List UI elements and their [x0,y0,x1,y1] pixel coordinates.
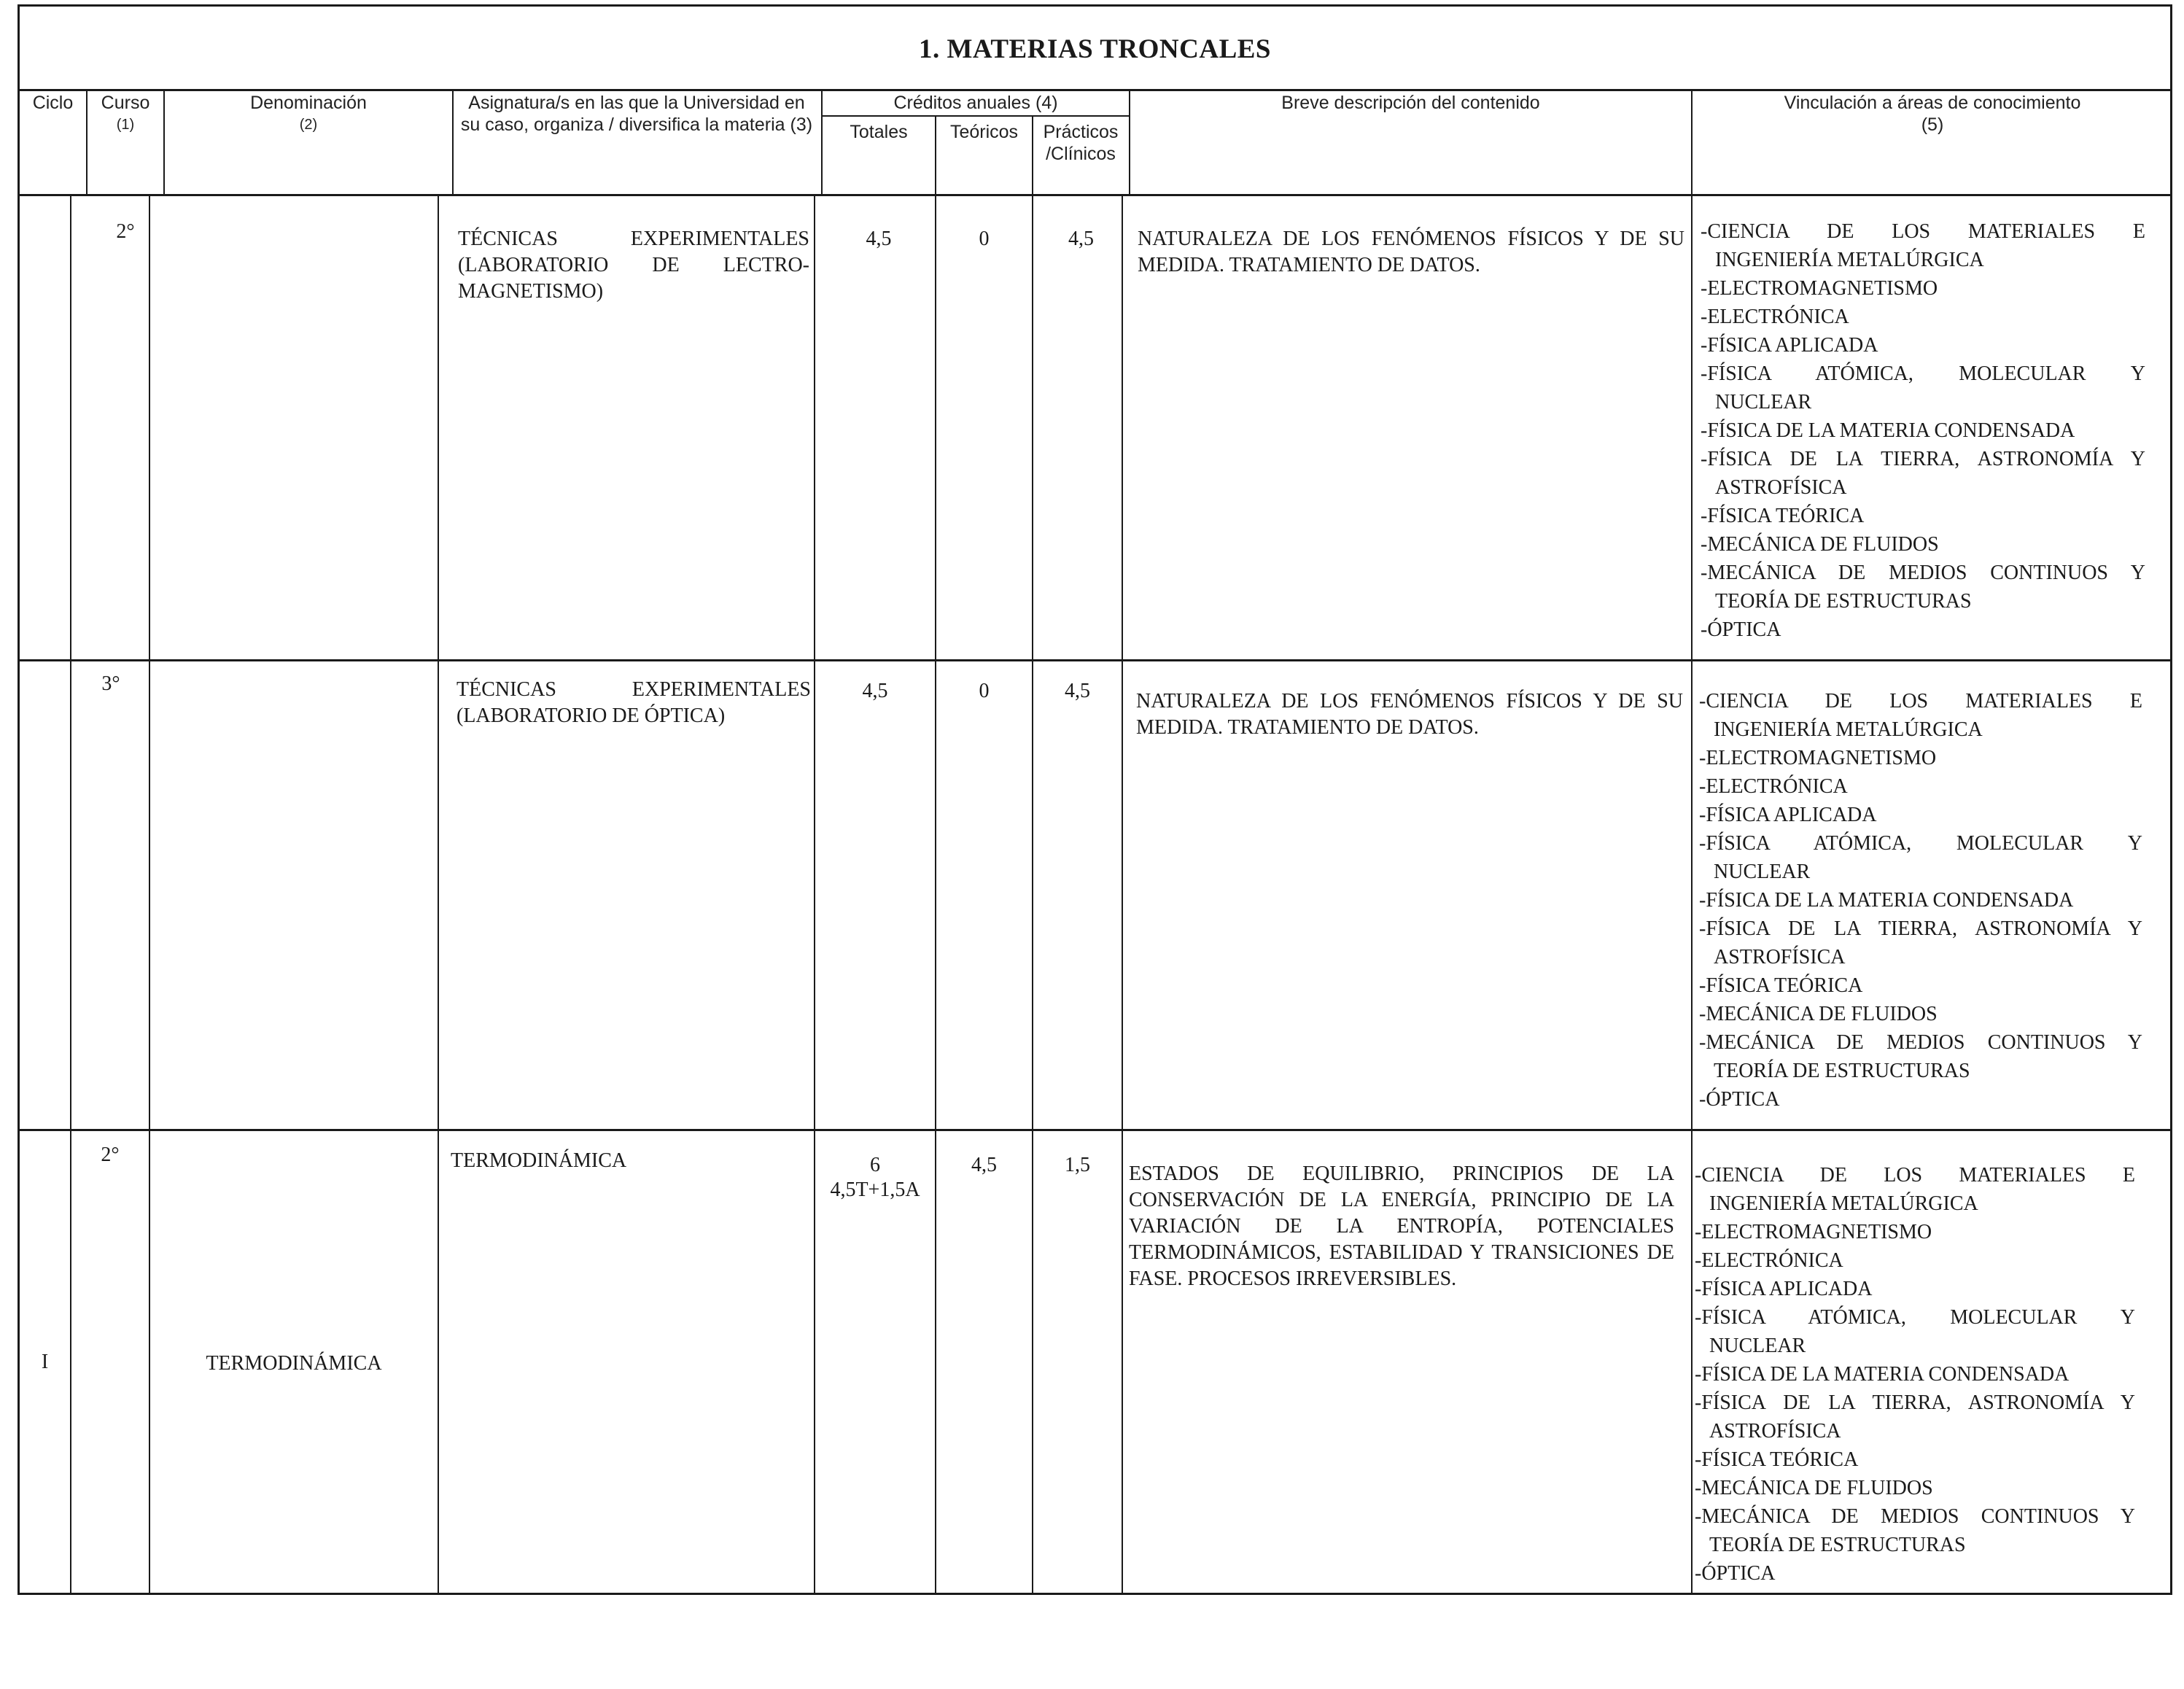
area-label: -CIENCIA DE LOS MATERIALES E [1699,690,2142,713]
area-item [1701,530,2145,559]
area-label: -FÍSICA TEÓRICA [1699,974,1863,997]
rule [1691,195,1693,1594]
area-label: -MECÁNICA DE MEDIOS CONTINUOS Y [1699,1031,2142,1054]
area-label: -FÍSICA TEÓRICA [1695,1448,1859,1471]
area-label-continuation: TEORÍA DE ESTRUCTURAS [1715,590,1972,613]
area-label-continuation: TEORÍA DE ESTRUCTURAS [1709,1534,1966,1556]
header-ciclo: Ciclo [32,93,74,113]
header-curso: Curso [101,93,150,113]
area-item [1695,1389,2135,1445]
area-label: -FÍSICA ATÓMICA, MOLECULAR Y [1701,362,2145,385]
area-label: -ELECTRÓNICA [1701,306,1849,328]
area-item [1699,744,2142,772]
rule [18,1129,2172,1131]
area-item [1699,801,2142,829]
area-item [1695,1275,2135,1303]
row3-totales: 6 [870,1154,880,1176]
area-label-continuation: ASTROFÍSICA [1715,476,1847,499]
area-label: -FÍSICA DE LA MATERIA CONDENSADA [1701,419,2075,442]
area-label-continuation: NUCLEAR [1709,1335,1806,1357]
area-item [1695,1246,2135,1275]
area-label: -MECÁNICA DE MEDIOS CONTINUOS Y [1695,1505,2135,1528]
area-label: -FÍSICA APLICADA [1701,334,1878,357]
page-title: 1. MATERIAS TRONCALES [918,34,1272,64]
rule [452,89,454,195]
row3-ciclo: I [41,1351,49,1373]
area-label: -ELECTROMAGNETISMO [1701,277,1938,300]
area-label: -FÍSICA DE LA MATERIA CONDENSADA [1699,889,2074,912]
area-item [1699,1000,2142,1028]
area-item [1699,687,2142,744]
area-item [1701,616,2145,644]
area-label: -CIENCIA DE LOS MATERIALES E [1701,220,2145,243]
area-item [1695,1502,2135,1559]
area-label: -FÍSICA APLICADA [1699,804,1877,826]
row3-teoricos: 4,5 [971,1154,997,1176]
row3-areas-list [1695,1161,2135,1588]
row2-descripcion: NATURALEZA DE LOS FENÓMENOS FÍSICOS Y DE SU MEDIDA. TRATAMIENTO DE DATOS. [1136,690,1683,739]
area-label: -MECÁNICA DE FLUIDOS [1701,533,1939,556]
area-label: -ELECTROMAGNETISMO [1699,747,1937,769]
row3-totales-detail: 4,5T+1,5A [830,1179,920,1201]
area-label: -FÍSICA DE LA MATERIA CONDENSADA [1695,1363,2070,1386]
area-label: -ELECTRÓNICA [1699,775,1848,798]
row1-areas-list [1701,217,2145,644]
area-label-continuation: NUCLEAR [1715,391,1812,413]
area-label-continuation: ASTROFÍSICA [1714,946,1846,968]
area-item [1699,1085,2142,1114]
rule [18,195,20,1594]
rule [18,89,2172,91]
row3-descripcion: ESTADOS DE EQUILIBRIO, PRINCIPIOS DE LA CONSERVACIÓN DE LA ENERGÍA, PRINCIPIO DE LA VARIACIÓN DE LA ENTROPÍA, POTENCIALES TERMODINÁMICOS, ESTABILIDAD Y TRANSICIONES DE FASE. PROCESOS IRREVERSIBLES. [1129,1162,1674,1290]
area-label: -CIENCIA DE LOS MATERIALES E [1695,1164,2135,1187]
rule [18,659,2172,661]
area-label: -MECÁNICA DE FLUIDOS [1695,1477,1933,1499]
area-label: -ÓPTICA [1701,618,1781,641]
area-item [1695,1474,2135,1502]
rule [814,195,815,1594]
area-item [1695,1445,2135,1474]
area-label-continuation: INGENIERÍA METALÚRGICA [1709,1192,1978,1215]
rule [1032,115,1033,195]
row2-teoricos: 0 [979,680,990,702]
row1-asignatura: TÉCNICAS EXPERIMENTALES (LABORATORIO DE LECTRO-MAGNETISMO) [458,228,809,303]
area-label-continuation: TEORÍA DE ESTRUCTURAS [1714,1060,1970,1082]
area-item [1701,559,2145,616]
row2-areas-list [1699,687,2142,1114]
rule [18,4,2172,7]
area-item [1699,886,2142,915]
header-vinculacion: Vinculación a áreas de conocimiento (5) [1784,93,2081,135]
rule [1122,195,1123,1594]
area-label: -FÍSICA DE LA TIERRA, ASTRONOMÍA Y [1695,1391,2135,1414]
rule [438,195,439,1594]
row3-asignatura: TERMODINÁMICA [451,1149,627,1172]
header-teoricos: Teóricos [949,122,1019,142]
header-descripcion: Breve descripción del contenido [1281,93,1540,113]
area-item [1701,331,2145,360]
rule [1691,89,1693,195]
area-item [1701,303,2145,331]
area-label: -ELECTROMAGNETISMO [1695,1221,1932,1243]
area-label: -FÍSICA DE LA TIERRA, ASTRONOMÍA Y [1699,917,2142,940]
rule [18,194,2172,196]
area-item [1701,274,2145,303]
area-label: -FÍSICA DE LA TIERRA, ASTRONOMÍA Y [1701,448,2145,470]
area-item [1695,1360,2135,1389]
area-item [1701,360,2145,416]
area-item [1701,217,2145,274]
rule [935,195,936,1594]
rule [70,195,71,1594]
area-item [1701,502,2145,530]
area-item [1699,772,2142,801]
header-denominacion: Denominación [250,93,367,113]
row1-teoricos: 0 [979,228,990,250]
area-item [1695,1559,2135,1588]
area-item [1701,416,2145,445]
header-totales: Totales [850,122,908,142]
area-item [1699,915,2142,971]
area-item [1695,1303,2135,1360]
row1-curso: 2° [116,220,135,243]
area-label: -ÓPTICA [1695,1562,1776,1585]
header-practicos: Prácticos /Clínicos [1043,122,1119,164]
row2-asignatura: TÉCNICAS EXPERIMENTALES (LABORATORIO DE ÓPTICA) [456,678,811,727]
area-label: -FÍSICA APLICADA [1695,1278,1873,1300]
rule [821,115,1130,117]
rule [18,1593,2172,1595]
area-label: -MECÁNICA DE FLUIDOS [1699,1003,1938,1025]
header-curso-note: (1) [116,117,135,133]
row3-practicos: 1,5 [1065,1154,1090,1176]
area-label: -FÍSICA ATÓMICA, MOLECULAR Y [1699,832,2142,855]
area-label-continuation: INGENIERÍA METALÚRGICA [1715,249,1984,271]
area-item [1699,1028,2142,1085]
row1-totales: 4,5 [866,228,892,250]
header-creditos: Créditos anuales (4) [893,93,1058,113]
area-label: -FÍSICA ATÓMICA, MOLECULAR Y [1695,1306,2135,1329]
area-item [1699,829,2142,886]
rule [149,195,150,1594]
area-label-continuation: NUCLEAR [1714,861,1811,883]
area-item [1695,1218,2135,1246]
area-label: -MECÁNICA DE MEDIOS CONTINUOS Y [1701,562,2145,584]
rule [2170,195,2172,1594]
row2-curso: 3° [101,672,120,695]
row2-totales: 4,5 [862,680,888,702]
row3-curso: 2° [101,1144,120,1166]
header-asignatura: Asignatura/s en las que la Universidad en su caso, organiza / diversifica la materia (3) [460,93,813,135]
rule [1032,195,1033,1594]
area-label: -ELECTRÓNICA [1695,1249,1843,1272]
row3-denominacion: TERMODINÁMICA [206,1352,382,1375]
area-label: -ÓPTICA [1699,1088,1780,1111]
row2-practicos: 4,5 [1065,680,1090,702]
area-label-continuation: ASTROFÍSICA [1709,1420,1841,1443]
area-label-continuation: INGENIERÍA METALÚRGICA [1714,718,1983,741]
area-item [1701,445,2145,502]
area-label: -FÍSICA TEÓRICA [1701,505,1865,527]
area-item [1695,1161,2135,1218]
area-item [1699,971,2142,1000]
row1-practicos: 4,5 [1068,228,1094,250]
header-denominacion-note: (2) [299,117,318,133]
row1-descripcion: NATURALEZA DE LOS FENÓMENOS FÍSICOS Y DE SU MEDIDA. TRATAMIENTO DE DATOS. [1138,228,1684,276]
